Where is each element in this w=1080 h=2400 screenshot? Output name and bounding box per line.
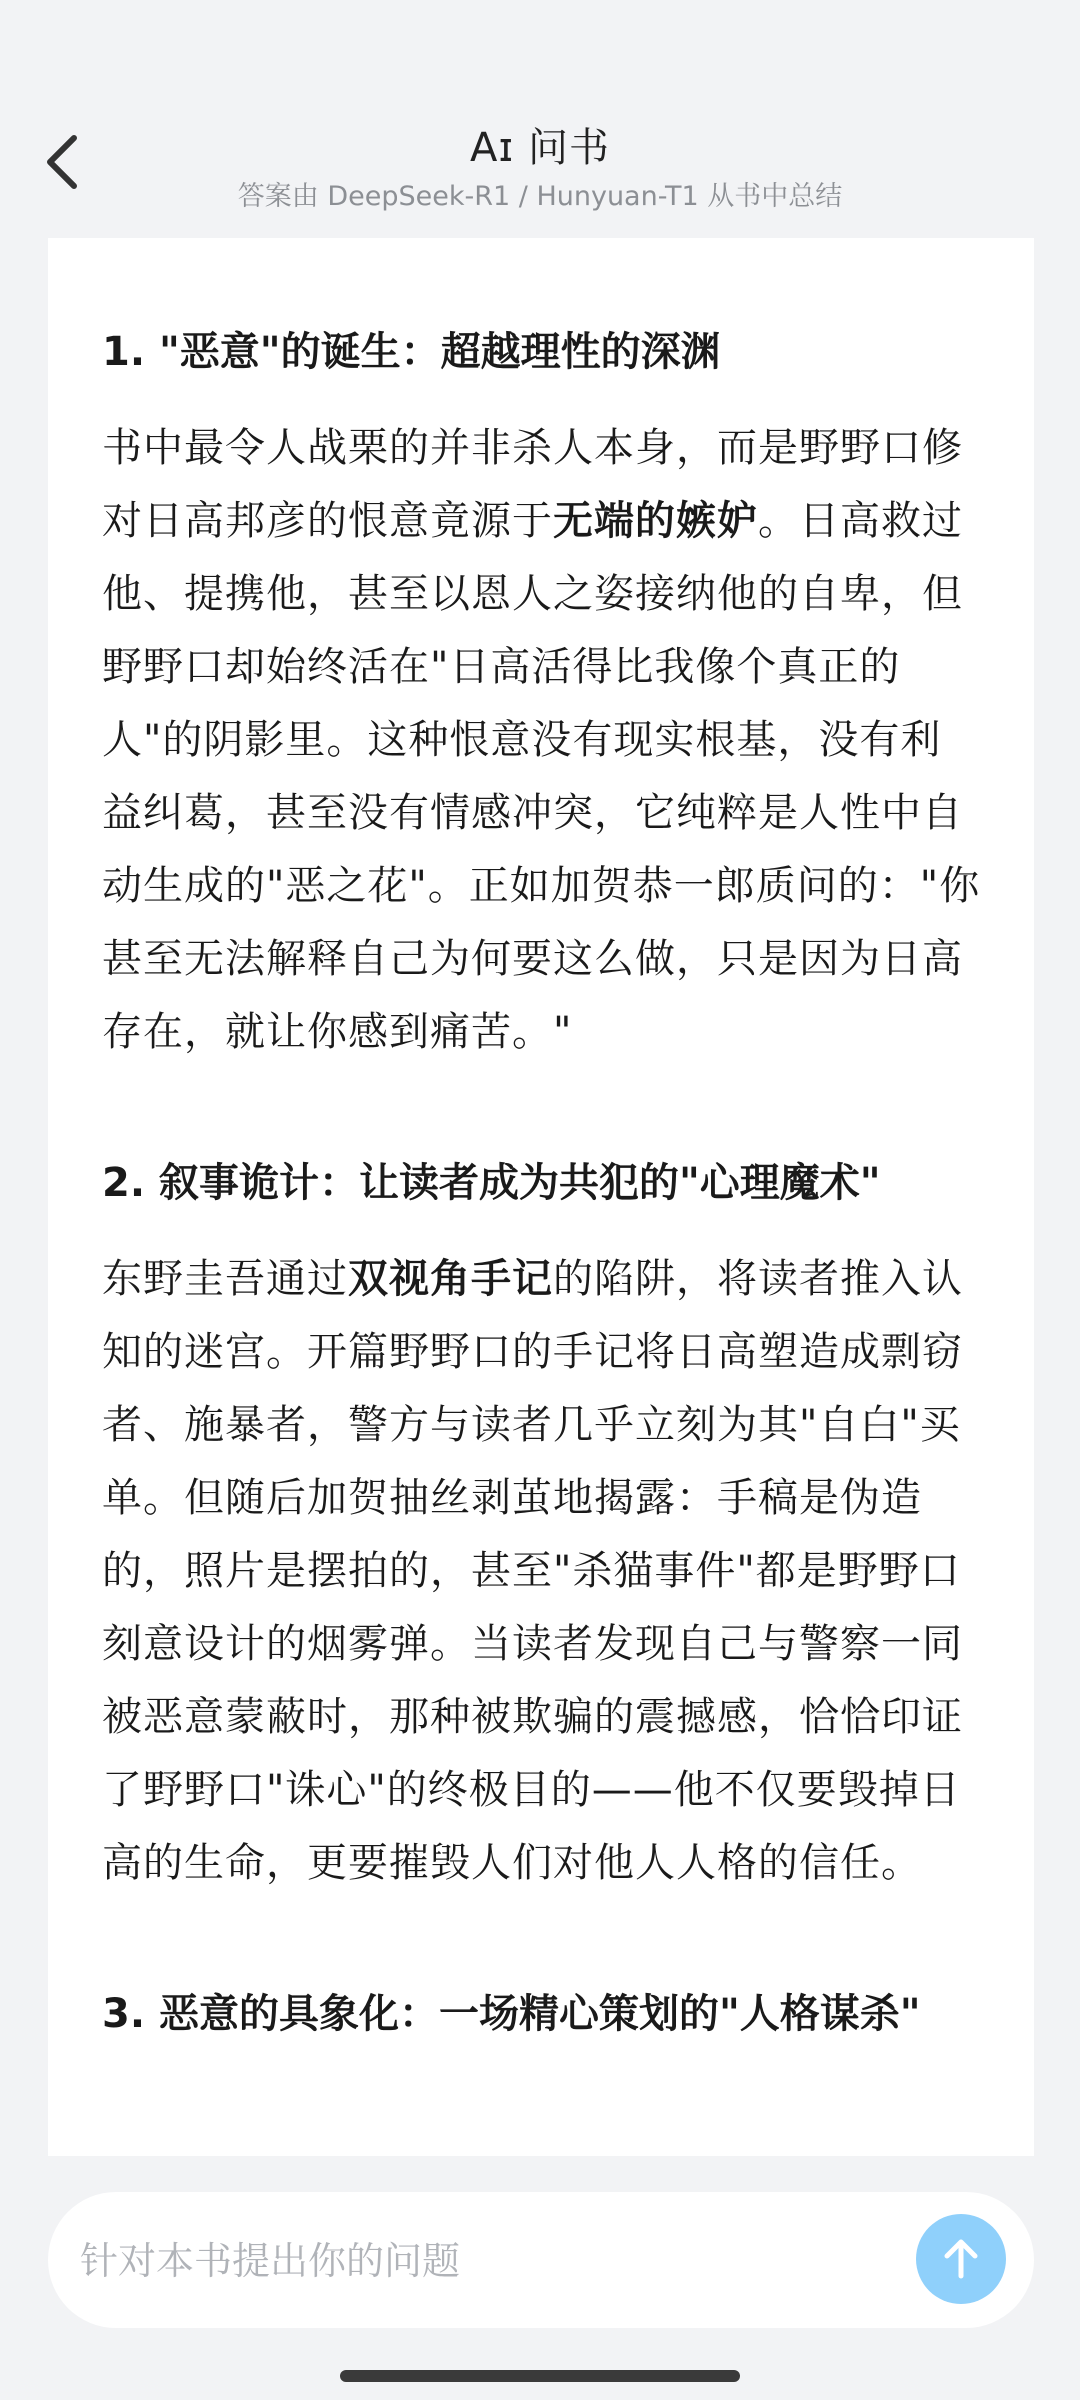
question-bar [48, 2192, 1034, 2328]
arrow-up-icon [938, 2236, 984, 2282]
section-heading-1: 1. "恶意"的诞生：超越理性的深渊 [102, 329, 721, 375]
answer-card[interactable] [48, 238, 1034, 2156]
home-indicator[interactable] [340, 2370, 740, 2382]
send-button[interactable] [916, 2214, 1006, 2304]
section-paragraph-2 [102, 1243, 982, 1900]
paragraph-text: 。日高救过他、提携他，甚至以恩人之姿接纳他的自卑，但野野口却始终活在"日高活得比我像个真正的人"的阴影里。这种恨意没有现实根基，没有利益纠葛，甚至没有情感冲突，它纯粹是人性中自动生成的"恶之花"。正如加贺恭一郎质问的："你甚至无法解释自己为何要这么做，只是因为日高存在，就让你感到痛苦。" [102, 498, 981, 1055]
page-subtitle: 答案由 DeepSeek-R1 / Hunyuan-T1 从书中总结 [237, 181, 843, 212]
paragraph-text: 东野圭吾通过 [102, 1256, 348, 1302]
answer-content [102, 322, 982, 2044]
bold-text: 无端的嫉妒 [553, 498, 758, 544]
page-title: Aɪ 问书 [470, 125, 610, 171]
section-heading-3: 3. 恶意的具象化：一场精心策划的"人格谋杀" [102, 1991, 921, 2037]
section-paragraph-1 [102, 412, 982, 1069]
section-heading-2: 2. 叙事诡计：让读者成为共犯的"心理魔术" [102, 1160, 881, 1206]
bold-text: 双视角手记 [348, 1256, 553, 1302]
header-bar [0, 0, 1080, 236]
paragraph-text: 书中最令人战栗的并非杀人本身，而是野野口修对日高邦彦的恨意竟源于 [102, 425, 963, 544]
paragraph-text: 的陷阱，将读者推入认知的迷宫。开篇野野口的手记将日高塑造成剽窃者、施暴者，警方与读者几乎立刻为其"自白"买单。但随后加贺抽丝剥茧地揭露：手稿是伪造的，照片是摆拍的，甚至"杀猫事件"都是野野口刻意设计的烟雾弹。当读者发现自己与警察一同被恶意蒙蔽时，那种被欺骗的震撼感，恰恰印证了野野口"诛心"的终极目的——他不仅要毁掉日高的生命，更要摧毁人们对他人人格的信任。 [102, 1256, 963, 1886]
question-input[interactable] [78, 2210, 902, 2312]
